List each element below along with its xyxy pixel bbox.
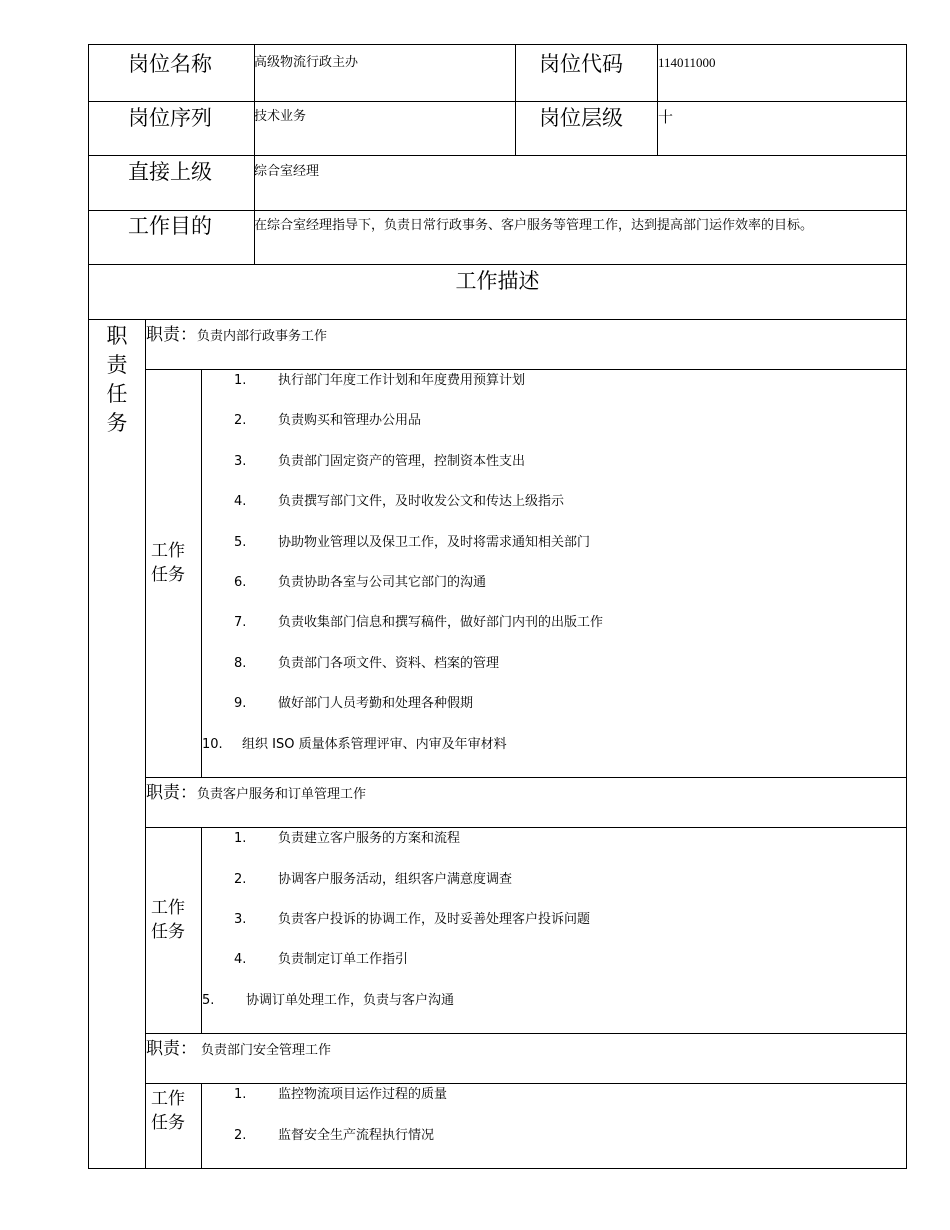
task-label: 工作 任务 bbox=[151, 898, 185, 942]
job-series-label: 岗位序列 bbox=[128, 106, 212, 130]
duty-label: 职责： bbox=[146, 1039, 197, 1059]
purpose-label: 工作目的 bbox=[128, 214, 212, 238]
job-code-label: 岗位代码 bbox=[539, 52, 623, 76]
duty-row bbox=[146, 782, 366, 804]
duty-label: 职责： bbox=[146, 783, 197, 803]
job-description-page: 岗位名称 高级物流行政主办 岗位代码 114011000 岗位序列 技术业务 岗位层级 十 直接上级 综合室经理 工作目的 在综合室经理指导下，负责日常行政事务、客户服务等管理工作，达到提高部门运作效率的目标。 工作描述 职 责 任 务 职责：负责内部行政事务工作 工作 任务 1. 执行部门年度工作计划和年度费用预算计划 2. 负责购买和管理办公用品 3. 负责部门固定资产的管理，控制资本性支出 4. 负责撰写部门文件，及时收发公文和传达上级指示 5. 协助物业管理以及保卫工作，及时将需求通知相关部门 6. 负责协助各室与公司其它部门的沟通 7. 负责收集部门信息和撰写稿件，做好部门内刊的出版工作 8. 负责部门各项文件、资料、档案的管理 9. 做好部门人员考勤和处理各种假期 10. 组织 ISO 质量体系管理评审、内审及年审材料 职责：负责客户服务和订单管理工作 工作 任务 1. 负责建立客户服务的方案和流程 2. 协调客户服务活动，组织客户满意度调查 3. 负责客户投诉的协调工作，及时妥善处理客户投诉问题 4. 负责制定订单工作指引 5. 协调订单处理工作，负责与客户沟通 职责： 负责部门安全管理工作 工作 任务 1. 监控物流项目运作过程的质量 2. 监督安全生产流程执行情况 bbox=[0, 0, 950, 1230]
duty-title: 负责客户服务和订单管理工作 bbox=[197, 787, 367, 802]
job-series-value: 技术业务 bbox=[254, 109, 307, 124]
job-name-label: 岗位名称 bbox=[128, 52, 212, 76]
task-label: 工作 任务 bbox=[151, 1089, 185, 1133]
job-level-label: 岗位层级 bbox=[539, 106, 623, 130]
duty-label: 职责： bbox=[146, 325, 197, 345]
purpose-value: 在综合室经理指导下，负责日常行政事务、客户服务等管理工作，达到提高部门运作效率的目标。 bbox=[254, 218, 814, 233]
job-level-value: 十 bbox=[658, 108, 674, 126]
job-code-value: 114011000 bbox=[658, 55, 716, 70]
duty-row bbox=[146, 1038, 331, 1060]
job-name-value: 高级物流行政主办 bbox=[254, 55, 359, 70]
superior-label: 直接上级 bbox=[128, 160, 212, 184]
description-title: 工作描述 bbox=[455, 269, 540, 293]
side-label: 职 责 任 务 bbox=[106, 324, 128, 435]
duty-title: 负责内部行政事务工作 bbox=[197, 329, 328, 344]
superior-value: 综合室经理 bbox=[254, 164, 320, 179]
task-label: 工作 任务 bbox=[151, 541, 185, 585]
duty-title: 负责部门安全管理工作 bbox=[201, 1043, 332, 1058]
duty-row bbox=[146, 324, 327, 346]
